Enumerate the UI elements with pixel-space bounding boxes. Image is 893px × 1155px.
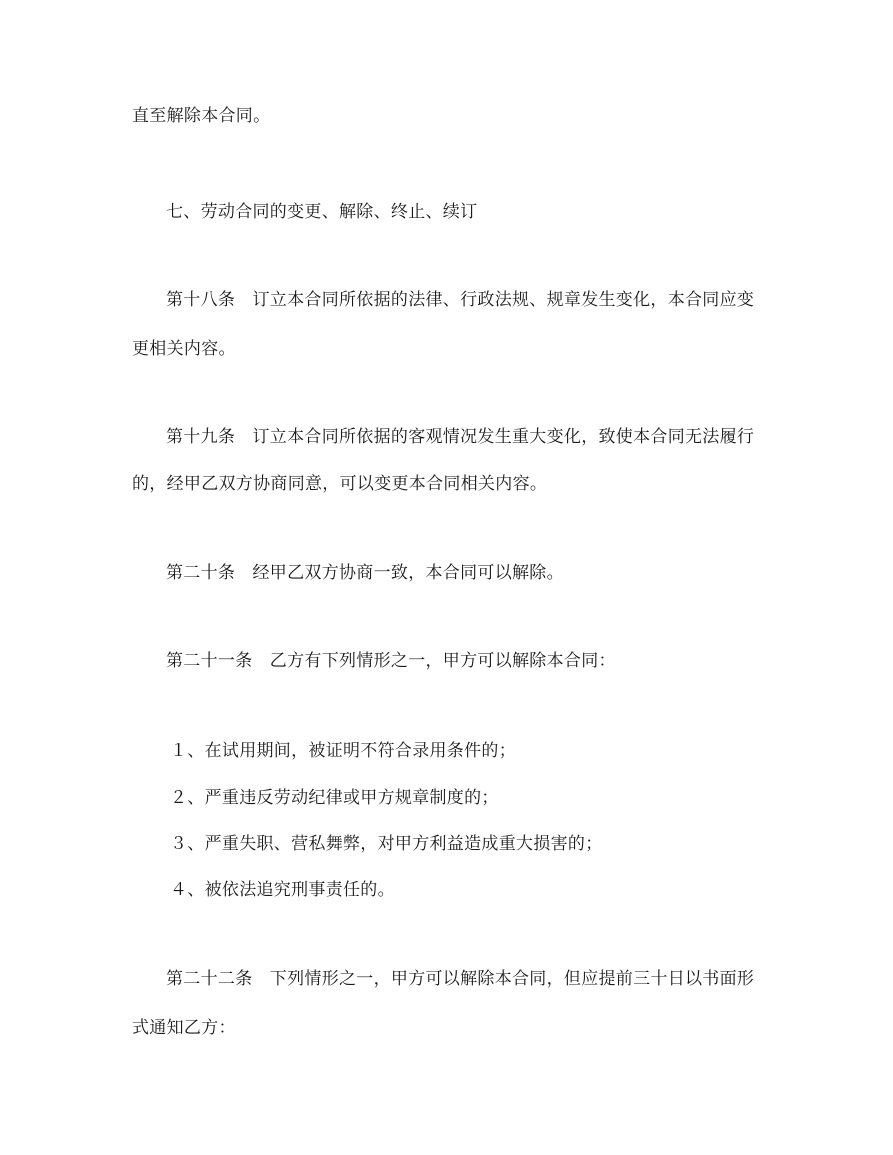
article-22-line-2: 式通知乙方： xyxy=(132,1018,236,1038)
article-19-line-2: 的，经甲乙双方协商同意，可以变更本合同相关内容。 xyxy=(132,474,548,494)
article-18-line-1: 第十八条 订立本合同所依据的法律、行政法规、规章发生变化，本合同应变 xyxy=(166,290,755,310)
list-item-2: ２、严重违反劳动纪律或甲方规章制度的； xyxy=(170,788,499,808)
paragraph-continuation: 直至解除本合同。 xyxy=(132,106,271,126)
article-22-line-1: 第二十二条 下列情形之一，甲方可以解除本合同，但应提前三十日以书面形 xyxy=(166,969,755,989)
section-heading: 七、劳动合同的变更、解除、终止、续订 xyxy=(166,202,478,222)
article-21: 第二十一条 乙方有下列情形之一，甲方可以解除本合同： xyxy=(166,651,616,671)
article-20: 第二十条 经甲乙双方协商一致，本合同可以解除。 xyxy=(166,563,564,583)
list-item-3: ３、严重失职、营私舞弊，对甲方利益造成重大损害的； xyxy=(170,834,603,854)
article-19-line-1: 第十九条 订立本合同所依据的客观情况发生重大变化，致使本合同无法履行 xyxy=(166,427,755,447)
article-18-line-2: 更相关内容。 xyxy=(132,339,236,359)
list-item-1: １、在试用期间，被证明不符合录用条件的； xyxy=(170,741,516,761)
list-item-4: ４、被依法追究刑事责任的。 xyxy=(170,880,395,900)
